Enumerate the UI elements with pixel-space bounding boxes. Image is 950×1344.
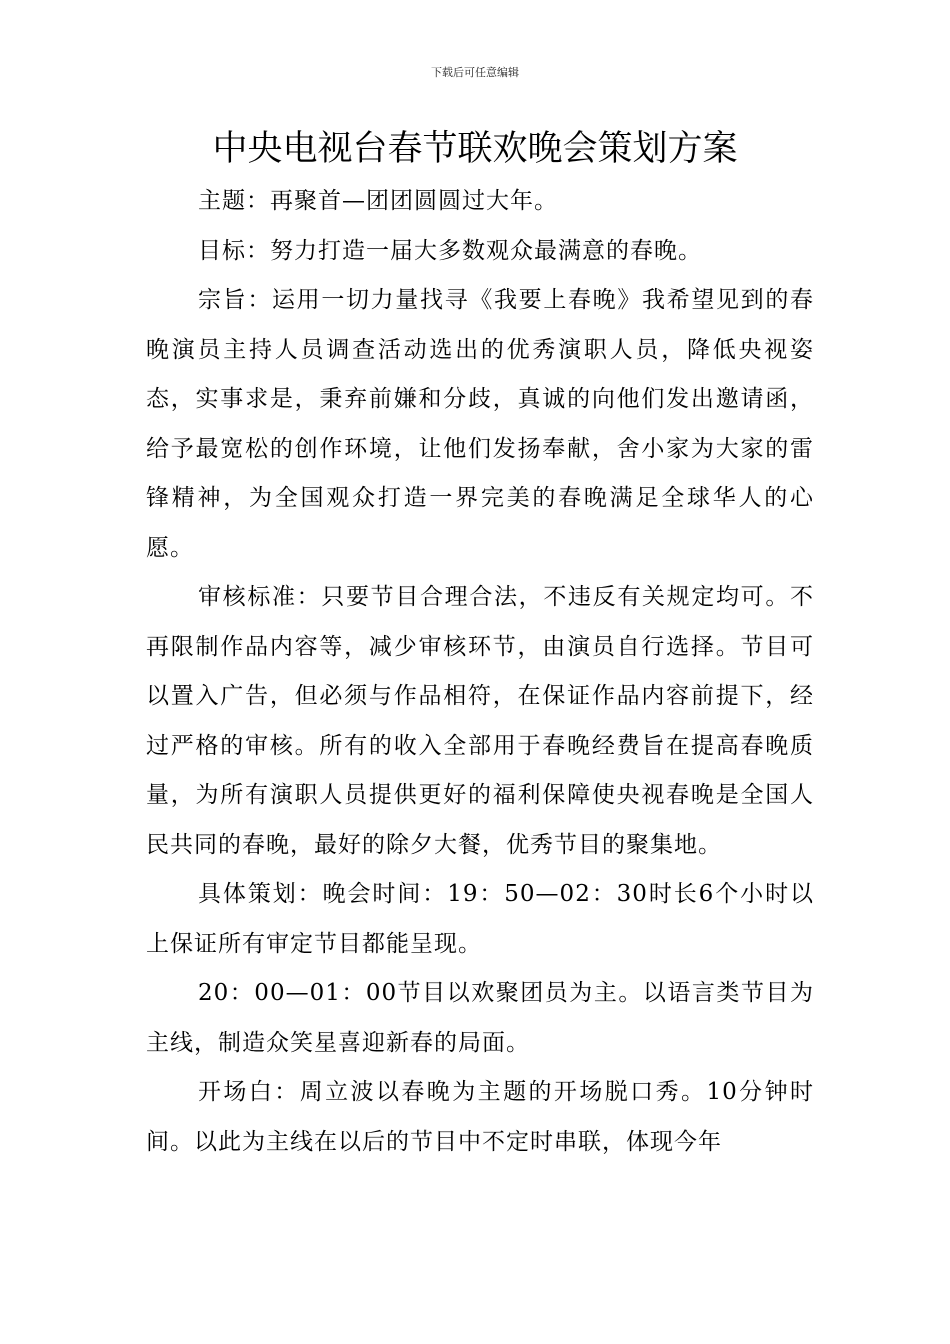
paragraph-theme: 主题：再聚首—团团圆圆过大年。 (198, 188, 558, 214)
paragraph-purpose: 宗旨：运用一切力量找寻《我要上春晚》我希望见到的春晚演员主持人员调查活动选出的优秀演职人员，降低央视姿态，实事求是，秉弃前嫌和分歧，真诚的向他们发出邀请函，给予最宽松的创作环境，让他们发扬奉献，舍小家为大家的雷锋精神，为全国观众打造一界完美的春晚满足全球华人的心愿。 (146, 287, 814, 561)
document-title: 中央电视台春节联欢晚会策划方案 (212, 129, 738, 169)
paragraph-goal: 目标：努力打造一届大多数观众最满意的春晚。 (198, 237, 702, 264)
paragraph-plan-schedule: 具体策划：晚会时间：19：50—02：30时长6个小时以上保证所有审定节目都能呈现。 (146, 881, 814, 957)
document-body (146, 177, 814, 1167)
paragraph-program-focus: 20：00—01：00节目以欢聚团员为主。以语言类节目为主线，制造众笑星喜迎新春的局面。 (146, 980, 814, 1056)
paragraph-review-standard: 审核标准：只要节目合理合法，不违反有关规定均可。不再限制作品内容等，减少审核环节，由演员自行选择。节目可以置入广告，但必须与作品相符，在保证作品内容前提下，经过严格的审核。所有的收入全部用于春晚经费旨在提高春晚质量，为所有演职人员提供更好的福利保障使央视春晚是全国人民共同的春晚，最好的除夕大餐，优秀节目的聚集地。 (146, 584, 814, 858)
paragraph-opening: 开场白：周立波以春晚为主题的开场脱口秀。10分钟时间。以此为主线在以后的节目中不定时串联，体现今年 (146, 1079, 814, 1155)
header-note: 下载后可任意编辑 (431, 66, 519, 79)
